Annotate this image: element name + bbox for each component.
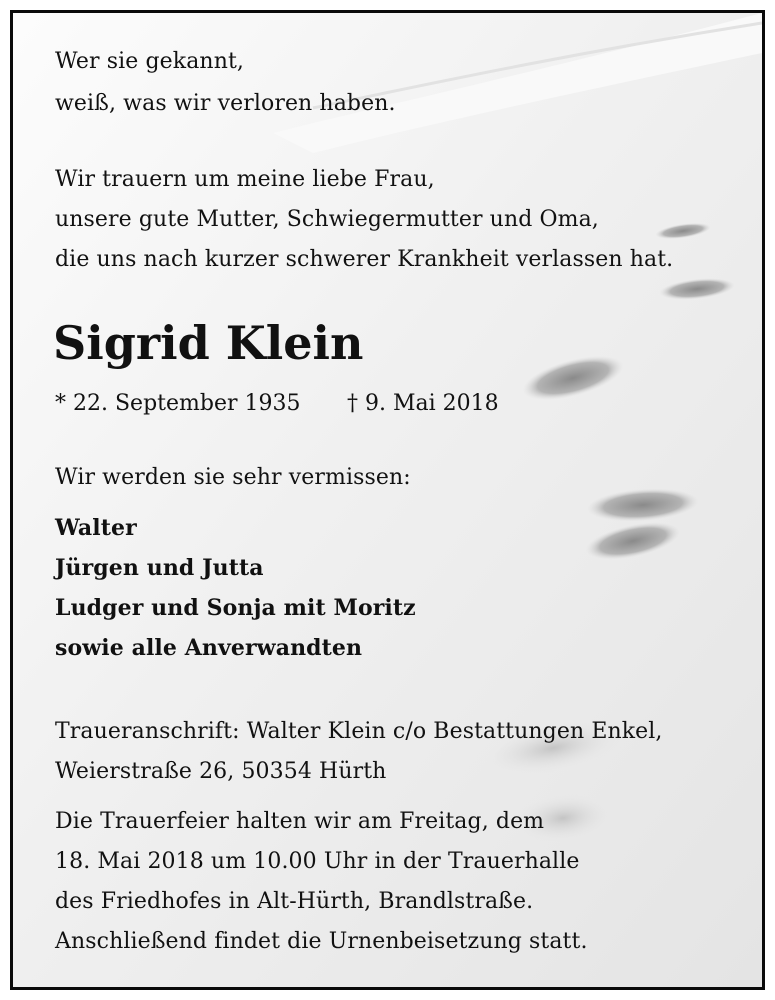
intro-line-3: die uns nach kurzer schwerer Krankheit verlassen hat. [55,247,674,272]
mourner-2: Jürgen und Jutta [55,555,264,581]
intro-line-1: Wir trauern um meine liebe Frau, [55,167,435,192]
ceremony-line-4: Anschließend findet die Urnenbeisetzung statt. [55,929,588,954]
ceremony-line-1: Die Trauerfeier halten wir am Freitag, dem [55,809,545,834]
obituary-text [13,13,762,987]
ceremony-line-3: des Friedhofes in Alt-Hürth, Brandlstraße. [55,889,534,914]
deceased-name: Sigrid Klein [53,316,364,370]
motto-line-2: weiß, was wir verloren haben. [55,91,396,116]
ceremony-line-2: 18. Mai 2018 um 10.00 Uhr in der Trauerhalle [55,849,580,874]
obituary-frame [10,10,765,990]
address-line-2: Weierstraße 26, 50354 Hürth [55,759,387,784]
mourner-3: Ludger und Sonja mit Moritz [55,595,416,621]
birth-date: * 22. September 1935 [55,391,301,416]
address-line-1: Traueranschrift: Walter Klein c/o Bestattungen Enkel, [55,719,663,744]
mourner-1: Walter [55,515,137,541]
intro-line-2: unsere gute Mutter, Schwiegermutter und Oma, [55,207,599,232]
mourners-intro: Wir werden sie sehr vermissen: [55,465,411,490]
death-date: † 9. Mai 2018 [347,391,499,416]
mourner-4: sowie alle Anverwandten [55,635,363,661]
motto-line-1: Wer sie gekannt, [55,49,245,74]
